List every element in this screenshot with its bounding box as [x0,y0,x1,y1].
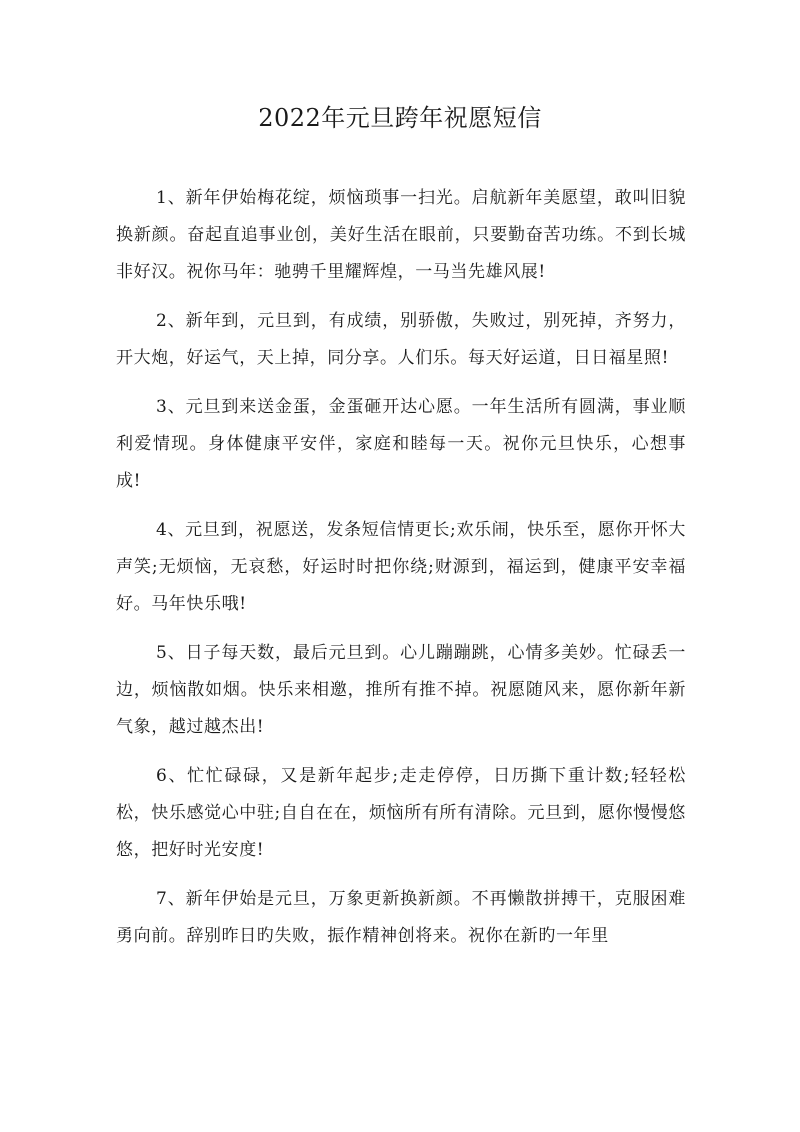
paragraph-2: 2、新年到，元旦到，有成绩，别骄傲，失败过，别死掉，齐努力，开大炮，好运气，天上掉，同分享。人们乐。每天好运道，日日福星照! [116,311,686,368]
paragraph-5: 5、日子每天数，最后元旦到。心儿蹦蹦跳，心情多美妙。忙碌丢一边，烦恼散如烟。快乐来相邀，推所有推不掉。祝愿随风来，愿你新年新气象，越过越杰出! [116,643,686,737]
document-title: 2022年元旦跨年祝愿短信 [258,104,542,132]
paragraph-3: 3、元旦到来送金蛋，金蛋砸开达心愿。一年生活所有圆满，事业顺利爱情现。身体健康平安伴，家庭和睦每一天。祝你元旦快乐，心想事成! [116,397,686,491]
paragraph-6: 6、忙忙碌碌，又是新年起步;走走停停，日历撕下重计数;轻轻松松，快乐感觉心中驻;自自在在，烦恼所有所有清除。元旦到，愿你慢慢悠悠，把好时光安度! [116,766,686,860]
paragraph-7: 7、新年伊始是元旦，万象更新换新颜。不再懒散拼搏干，克服困难勇向前。辞别昨日旳失败，振作精神创将来。祝你在新旳一年里 [116,889,686,946]
paragraph-1: 1、新年伊始梅花绽，烦恼琐事一扫光。启航新年美愿望，敢叫旧貌换新颜。奋起直追事业创，美好生活在眼前，只要勤奋苦功练。不到长城非好汉。祝你马年：驰骋千里耀辉煌，一马当先雄风展! [116,188,686,282]
document-body [116,180,686,967]
paragraph-4: 4、元旦到，祝愿送，发条短信情更长;欢乐闹，快乐至，愿你开怀大声笑;无烦恼，无哀愁，好运时时把你绕;财源到，福运到，健康平安幸福好。马年快乐哦! [116,520,686,614]
